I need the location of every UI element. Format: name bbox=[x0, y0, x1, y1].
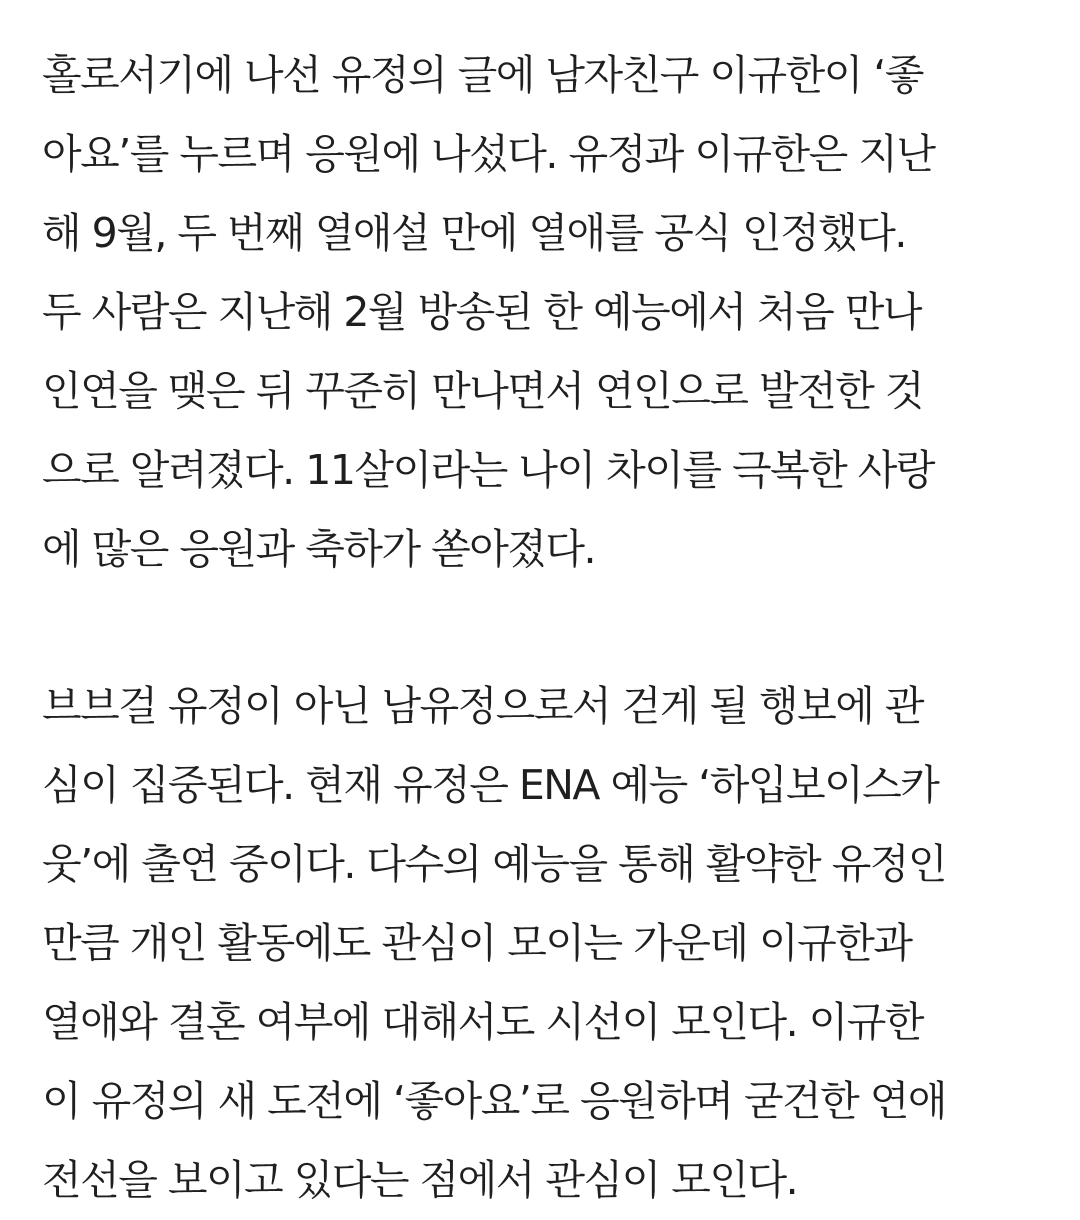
text-line: 전선을 보이고 있다는 점에서 관심이 모인다. bbox=[42, 1156, 798, 1204]
text-line: 해 9월, 두 번째 열애설 만에 열애를 공식 인정했다. bbox=[42, 209, 906, 257]
text-line: 에 많은 응원과 축하가 쏟아졌다. bbox=[42, 525, 596, 573]
text-line: 인연을 맺은 뒤 꾸준히 만나면서 연인으로 발전한 것 bbox=[42, 367, 923, 415]
text-line: 홀로서기에 나선 유정의 글에 남자친구 이규한이 ‘좋 bbox=[42, 51, 923, 99]
text-line: 웃’에 출연 중이다. 다수의 예능을 통해 활약한 유정인 bbox=[42, 840, 947, 888]
text-line: 아요’를 누르며 응원에 나섰다. 유정과 이규한은 지난 bbox=[42, 130, 935, 178]
text-line: 심이 집중된다. 현재 유정은 ENA 예능 ‘하입보이스카 bbox=[42, 761, 939, 809]
paragraph-2 bbox=[42, 667, 1042, 1220]
paragraph-spacer bbox=[42, 589, 1042, 667]
text-line: 으로 알려졌다. 11살이라는 나이 차이를 극복한 사랑 bbox=[42, 446, 935, 494]
text-line: 만큼 개인 활동에도 관심이 모이는 가운데 이규한과 bbox=[42, 919, 912, 967]
article-body bbox=[42, 36, 1042, 1220]
text-line: 이 유정의 새 도전에 ‘좋아요’로 응원하며 굳건한 연애 bbox=[42, 1077, 947, 1125]
paragraph-1 bbox=[42, 36, 1042, 589]
text-line: 두 사람은 지난해 2월 방송된 한 예능에서 처음 만나 bbox=[42, 288, 921, 336]
text-line: 브브걸 유정이 아닌 남유정으로서 걷게 될 행보에 관 bbox=[42, 682, 923, 730]
text-line: 열애와 결혼 여부에 대해서도 시선이 모인다. 이규한 bbox=[42, 998, 923, 1046]
